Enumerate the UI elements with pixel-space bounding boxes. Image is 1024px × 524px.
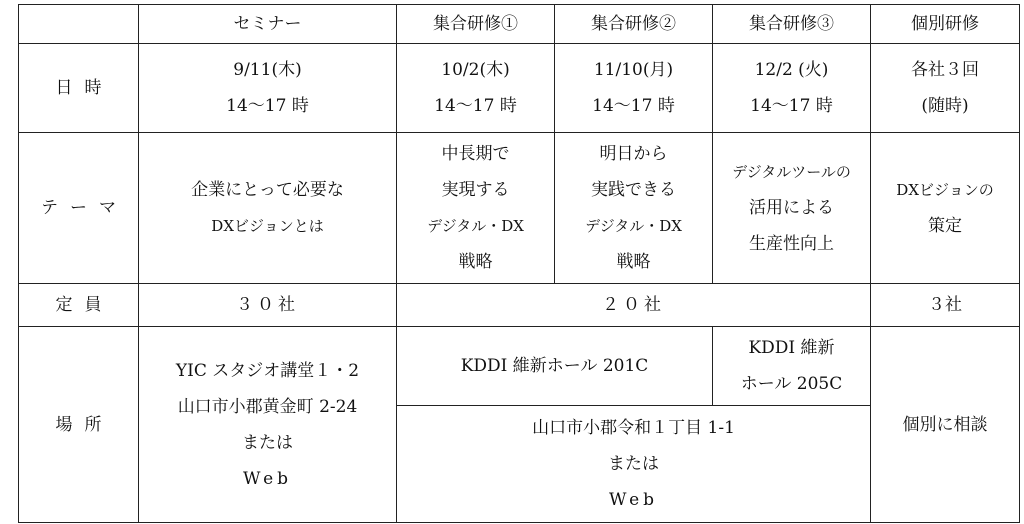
schedule-table	[18, 4, 1020, 523]
date-label: 日時	[19, 44, 139, 133]
header-row	[19, 5, 1020, 44]
capacity-individual: ３社	[871, 284, 1020, 327]
theme-row	[19, 133, 1020, 284]
header-seminar: セミナー	[139, 5, 397, 44]
theme-seminar: 企業にとって必要な DXビジョンとは	[139, 133, 397, 284]
theme-session2: 明日から 実践できる デジタル・DX 戦略	[555, 133, 713, 284]
header-session2: 集合研修②	[555, 5, 713, 44]
place-individual: 個別に相談	[871, 327, 1020, 523]
header-individual: 個別研修	[871, 5, 1020, 44]
theme-session1: 中長期で 実現する デジタル・DX 戦略	[397, 133, 555, 284]
date-seminar: 9/11(木) 14～17 時	[139, 44, 397, 133]
place-session3: KDDI 維新 ホール 205C	[713, 327, 871, 406]
date-session1: 10/2(木) 14～17 時	[397, 44, 555, 133]
header-session1: 集合研修①	[397, 5, 555, 44]
header-corner	[19, 5, 139, 44]
capacity-seminar: ３０社	[139, 284, 397, 327]
theme-label: テーマ	[19, 133, 139, 284]
capacity-label: 定員	[19, 284, 139, 327]
place-sessions-address: 山口市小郡令和１丁目 1-1 または Web	[397, 406, 871, 523]
date-session2: 11/10(月) 14～17 時	[555, 44, 713, 133]
theme-individual: DXビジョンの 策定	[871, 133, 1020, 284]
theme-session3: デジタルツールの 活用による 生産性向上	[713, 133, 871, 284]
capacity-row	[19, 284, 1020, 327]
capacity-sessions: ２０社	[397, 284, 871, 327]
place-row	[19, 327, 1020, 406]
place-label: 場所	[19, 327, 139, 523]
header-session3: 集合研修③	[713, 5, 871, 44]
place-sessions-1-2: KDDI 維新ホール 201C	[397, 327, 713, 406]
date-row	[19, 44, 1020, 133]
place-seminar: YIC スタジオ講堂１・2 山口市小郡黄金町 2-24 または Web	[139, 327, 397, 523]
date-session3: 12/2 (火) 14～17 時	[713, 44, 871, 133]
date-individual: 各社３回 (随時)	[871, 44, 1020, 133]
